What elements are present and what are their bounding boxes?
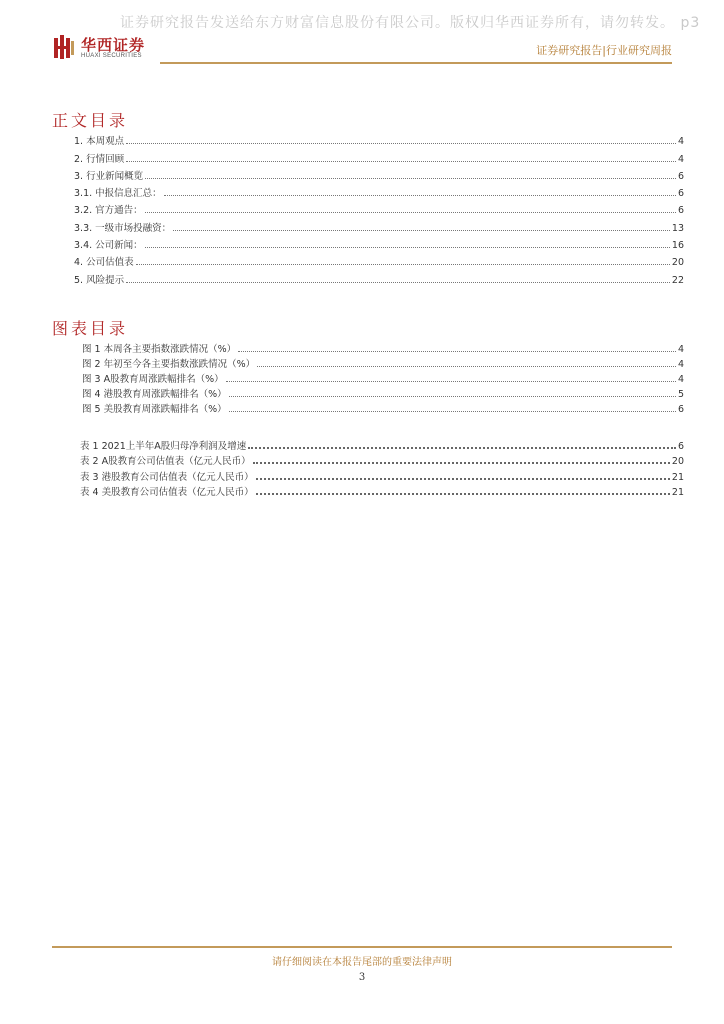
table-entry-label: 表 4 美股教育公司估值表（亿元人民币） [80,487,254,498]
figure-entry[interactable] [82,370,684,385]
figure-entry[interactable] [82,400,684,415]
legal-disclaimer: 请仔细阅读在本报告尾部的重要法律声明 [272,957,452,968]
toc-leader-dots [126,160,676,162]
toc-leader-dots [256,492,670,495]
toc-leader-dots [173,229,670,231]
figure-entry[interactable] [82,385,684,400]
figure-entry-label: 图 4 港股教育周涨跌幅排名（%） [82,389,227,400]
toc-entry-label: 3.3. 一级市场投融资： [74,222,172,234]
toc-leader-dots [126,281,670,283]
toc-entry-page: 22 [671,274,684,286]
huaxi-logo [54,34,164,64]
table-entry-label: 表 3 港股教育公司估值表（亿元人民币） [80,471,254,483]
figure-entry[interactable] [82,340,684,355]
toc-leader-dots [126,142,676,144]
toc-entry-label: 3. 行业新闻概览 [74,170,144,182]
toc-entry[interactable] [74,165,684,182]
watermark-text: 证券研究报告发送给东方财富信息股份有限公司。版权归华西证券所有，请勿转发。 p3 [120,15,701,31]
toc-entry[interactable] [74,216,684,233]
page-number: 3 [358,972,366,983]
report-type-label: 证券研究报告|行业研究周报 [536,44,672,57]
figure-entry-page: 6 [677,404,684,415]
toc-leader-dots [136,263,670,265]
figure-entry-page: 5 [677,389,684,400]
table-entry-page: 21 [671,487,684,498]
figure-entry-page: 4 [677,374,684,385]
table-entry[interactable] [80,452,684,468]
header-divider [160,62,672,64]
toc-leader-dots [145,246,670,248]
toc-leader-dots [256,477,670,480]
toc-leader-dots [229,410,676,412]
table-entry[interactable] [80,436,684,452]
toc-entry-label: 4. 公司估值表 [74,257,134,269]
figure-entry-label: 图 5 美股教育周涨跌幅排名（%） [82,404,227,415]
toc-leader-dots [226,380,676,382]
toc-entry-page: 6 [677,170,684,182]
table-entry-label: 表 2 A股教育公司估值表（亿元人民币） [80,456,251,467]
toc-leader-dots [253,461,670,464]
toc-entry-page: 13 [671,222,684,234]
huaxi-logo-icon [54,35,74,59]
toc-leader-dots [145,177,676,179]
toc-entry[interactable] [74,147,684,164]
logo-chinese-name: 华西证券 [81,36,146,54]
toc-entry[interactable] [74,182,684,199]
table-entry-page: 21 [671,471,684,483]
figure-entry-page: 4 [677,359,684,370]
toc-entry-label: 3.4. 公司新闻： [74,240,143,252]
toc-entry-page: 16 [671,240,684,252]
table-entry[interactable] [80,467,684,483]
toc-entry-label: 1. 本周观点 [74,136,125,148]
toc-entry-label: 3.1. 中报信息汇总： [74,188,162,200]
toc-entry[interactable] [74,251,684,268]
figure-entry-label: 图 2 年初至今各主要指数涨跌情况（%） [82,359,256,370]
table-entry-page: 20 [671,456,684,467]
toc-leader-dots [145,211,676,213]
toc-leader-dots [229,395,676,397]
toc-leader-dots [238,350,676,352]
toc-entry[interactable] [74,130,684,147]
toc-entry-label: 2. 行情回顾 [74,153,125,165]
figure-entry[interactable] [82,355,684,370]
toc-entry-label: 3.2. 官方通告： [74,205,143,217]
figure-entry-page: 4 [677,344,684,355]
table-toc-list [80,436,684,498]
toc-entry[interactable] [74,199,684,216]
figure-entry-label: 图 1 本周各主要指数涨跌情况（%） [82,344,237,355]
figure-entry-label: 图 3 A股教育周涨跌幅排名（%） [82,374,224,385]
toc-entry[interactable] [74,234,684,251]
figure-toc-list [82,340,684,415]
table-entry-label: 表 1 2021上半年A股归母净利润及增速 [80,440,247,452]
table-entry[interactable] [80,483,684,499]
footer-divider [52,946,672,948]
toc-entry-page: 6 [677,188,684,200]
logo-english-name: HUAXI SECURITIES [81,53,142,59]
toc-leader-dots [164,194,676,196]
chart-toc-title: 图表目录 [52,319,129,338]
toc-leader-dots [248,446,676,449]
toc-leader-dots [257,365,676,367]
toc-entry[interactable] [74,268,684,285]
toc-entry-page: 6 [677,205,684,217]
toc-entry-page: 20 [671,257,684,269]
toc-entry-page: 4 [677,153,684,165]
main-toc-list [74,130,684,286]
table-entry-page: 6 [677,440,684,452]
main-toc-title: 正文目录 [52,111,129,130]
toc-entry-label: 5. 风险提示 [74,274,125,286]
toc-entry-page: 4 [677,136,684,148]
